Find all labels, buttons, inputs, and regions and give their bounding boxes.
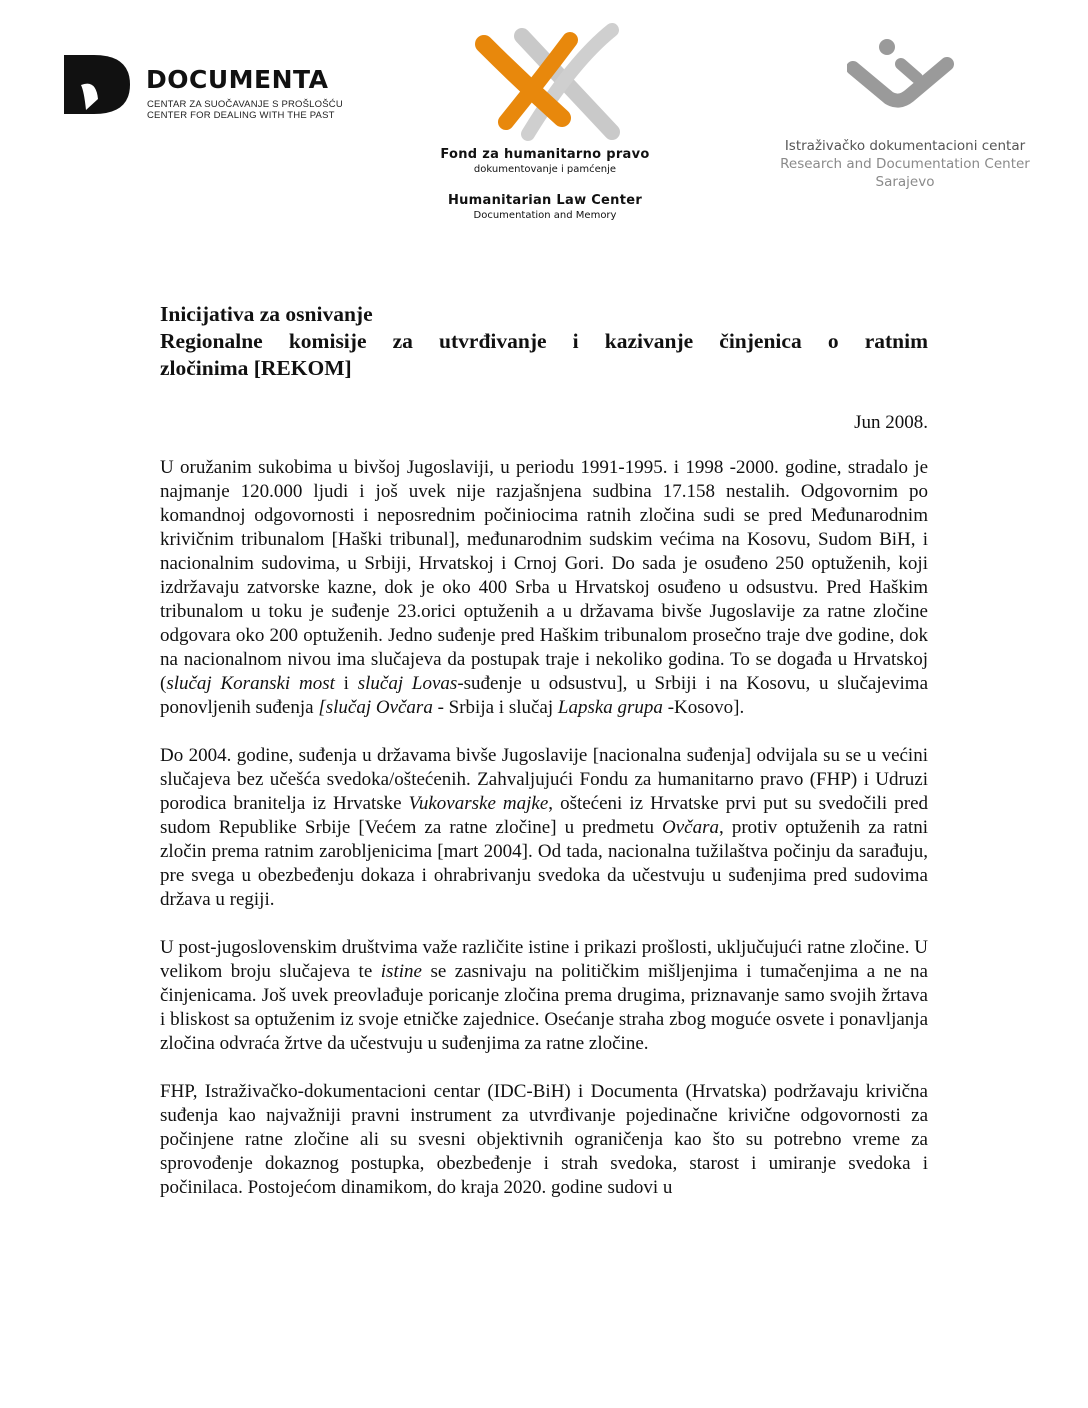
fhp-tagline-local: dokumentovanje i pamćenje: [473, 164, 617, 175]
p1-italic-2: slučaj Lovas: [357, 673, 458, 694]
p1-text-a: U oružanim sukobima u bivšoj Jugoslaviji, u periodu 1991-1995. i 1998 -2000. godine, stradalo je najmanje 120.000 ljudi i još uvek nije razjašnjena sudbina 17.158 nestalih. Odgovornim po komandnoj odgovornosti i neposrednim počiniocima ratnih zločina sudi se pred Međunarodnim krivičnim tribunalom [Haški tribunal], međunarodnim sudskim većima na Kosovu, Sudom BiH, i nacionalnim sudovima, u Srbiji, Hrvatskoj i Crnoj Gori. Do sada je osuđeno 250 optuženih, koji izdržavaju zatvorske kazne, dok je oko 400 Srba u Hrvatskoj osuđeno u odsustvu. Pred Haškim tribunalom u toku je suđenje 23.orici optuženih a u državama bivše Jugoslavije za ratne zločine odgovara oko 200 optuženih. Jedno suđenje pred Haškim tribunalom prosečno traje dve godine, dok na nacionalnom nivou ima slučajeva da postupak traje i nekoliko godina. To se događa u Hrvatskoj (: [160, 457, 928, 694]
fhp-name-english: Humanitarian Law Center: [447, 193, 643, 208]
p3-text-b: se zasnivaju na političkim mišljenjima i tumačenjima a ne na činjenicama. Još uvek preovlađuje poricanje zločina prema drugima, priznavanje samo svojih žrtava i bliskost sa optuženim iz svoje etničke zajednice. Osećanje straha zbog moguće osvete i ponavljanja zločina odvraća žrtve da učestvuju u suđenjima za ratne zločine.: [160, 961, 928, 1054]
paragraph-1: [160, 456, 928, 720]
idc-mark-icon: [847, 38, 957, 108]
documenta-subtitle-local: CENTAR ZA SUOČAVANJE S PROŠLOŠĆU: [147, 99, 343, 110]
p1-italic-1: slučaj Koranski most: [166, 673, 335, 694]
fhp-name-local: Fond za humanitarno pravo: [440, 147, 650, 162]
p3-italic-1: istine: [380, 961, 422, 982]
title-line-2: Regionalne komisije za utvrđivanje i kazivanje činjenica o ratnim: [160, 329, 928, 353]
p1-text-e: -Kosovo].: [662, 697, 745, 718]
idc-logo: [765, 38, 1045, 198]
p1-text-c: -suđenje u odsustvu], u Srbiji i na Kosovu, u slučajevima ponovljenih suđenja: [160, 673, 929, 718]
documenta-d-icon: [64, 55, 130, 114]
document-title: [160, 301, 928, 382]
fhp-tagline-english: Documentation and Memory: [473, 210, 617, 221]
idc-name-english: Research and Documentation Center: [780, 156, 1030, 172]
p2-italic-2: Ovčara: [662, 817, 719, 838]
documenta-name: DOCUMENTA: [146, 65, 329, 94]
p2-text-b: , oštećeni iz Hrvatske prvi put su svedočili pred sudom Republike Srbije [Većem za ratne zločine] u predmetu: [160, 793, 928, 838]
title-line-1: Inicijativa za osnivanje: [160, 302, 373, 326]
idc-name-local: Istraživačko dokumentacioni centar: [784, 138, 1026, 154]
paragraph-4: [160, 1080, 928, 1200]
title-line-3: zločinima [REKOM]: [160, 356, 352, 380]
p1-text-b: i: [334, 673, 358, 694]
idc-city: Sarajevo: [875, 174, 935, 190]
p1-italic-4: Lapska grupa: [557, 697, 663, 718]
p2-text-c: , protiv optuženih za ratni zločin prema ratnim zarobljenicima [mart 2004]. Od tada, nacionalna tužilaštva počinju da sarađuju, pre svega u obezbeđenju dokaza i ohrabrivanju svedoka da učestvuju u suđenjima pred sudovima država u regiji.: [160, 817, 928, 910]
p3-text-a: U post-jugoslovenskim društvima važe različite istine i prikazi prošlosti, uključujući ratne zločine. U velikom broju slučajeva te: [160, 937, 928, 982]
document-date: Jun 2008.: [854, 412, 928, 433]
paragraph-2: [160, 744, 928, 912]
p4-text-a: FHP, Istraživačko-dokumentacioni centar (IDC-BiH) i Documenta (Hrvatska) podržavaju krivična suđenja kao najvažniji pravni instrument za utvrđivanje pojedinačne krivične odgovornosti za počinjene ratne zločine ali su svesni objektivnih ograničenja kao što su potrebno vreme za sprovođenje dokaznog postupka, obezbeđenje i strah svedoka, starost i umiranje svedoka i počinilaca. Postojećom dinamikom, do kraja 2020. godine sudovi u: [160, 1081, 928, 1198]
document-body: [160, 456, 928, 1200]
p1-italic-3: [slučaj Ovčara: [318, 697, 433, 718]
p2-italic-1: Vukovarske majke: [408, 793, 549, 814]
p1-text-d: - Srbija i slučaj: [432, 697, 558, 718]
fhp-logo: [420, 22, 670, 232]
documenta-subtitle-english: CENTER FOR DEALING WITH THE PAST: [147, 110, 335, 121]
paragraph-3: [160, 936, 928, 1056]
p2-text-a: Do 2004. godine, suđenja u državama bivše Jugoslavije [nacionalna suđenja] odvijala su se u većini slučajeva bez učešća svedoka/oštećenih. Zahvaljujući Fondu za humanitarno pravo (FHP) i Udruzi porodica branitelja iz Hrvatske: [160, 745, 928, 814]
fhp-x-icon: [462, 22, 632, 142]
documenta-logo: [64, 55, 364, 125]
